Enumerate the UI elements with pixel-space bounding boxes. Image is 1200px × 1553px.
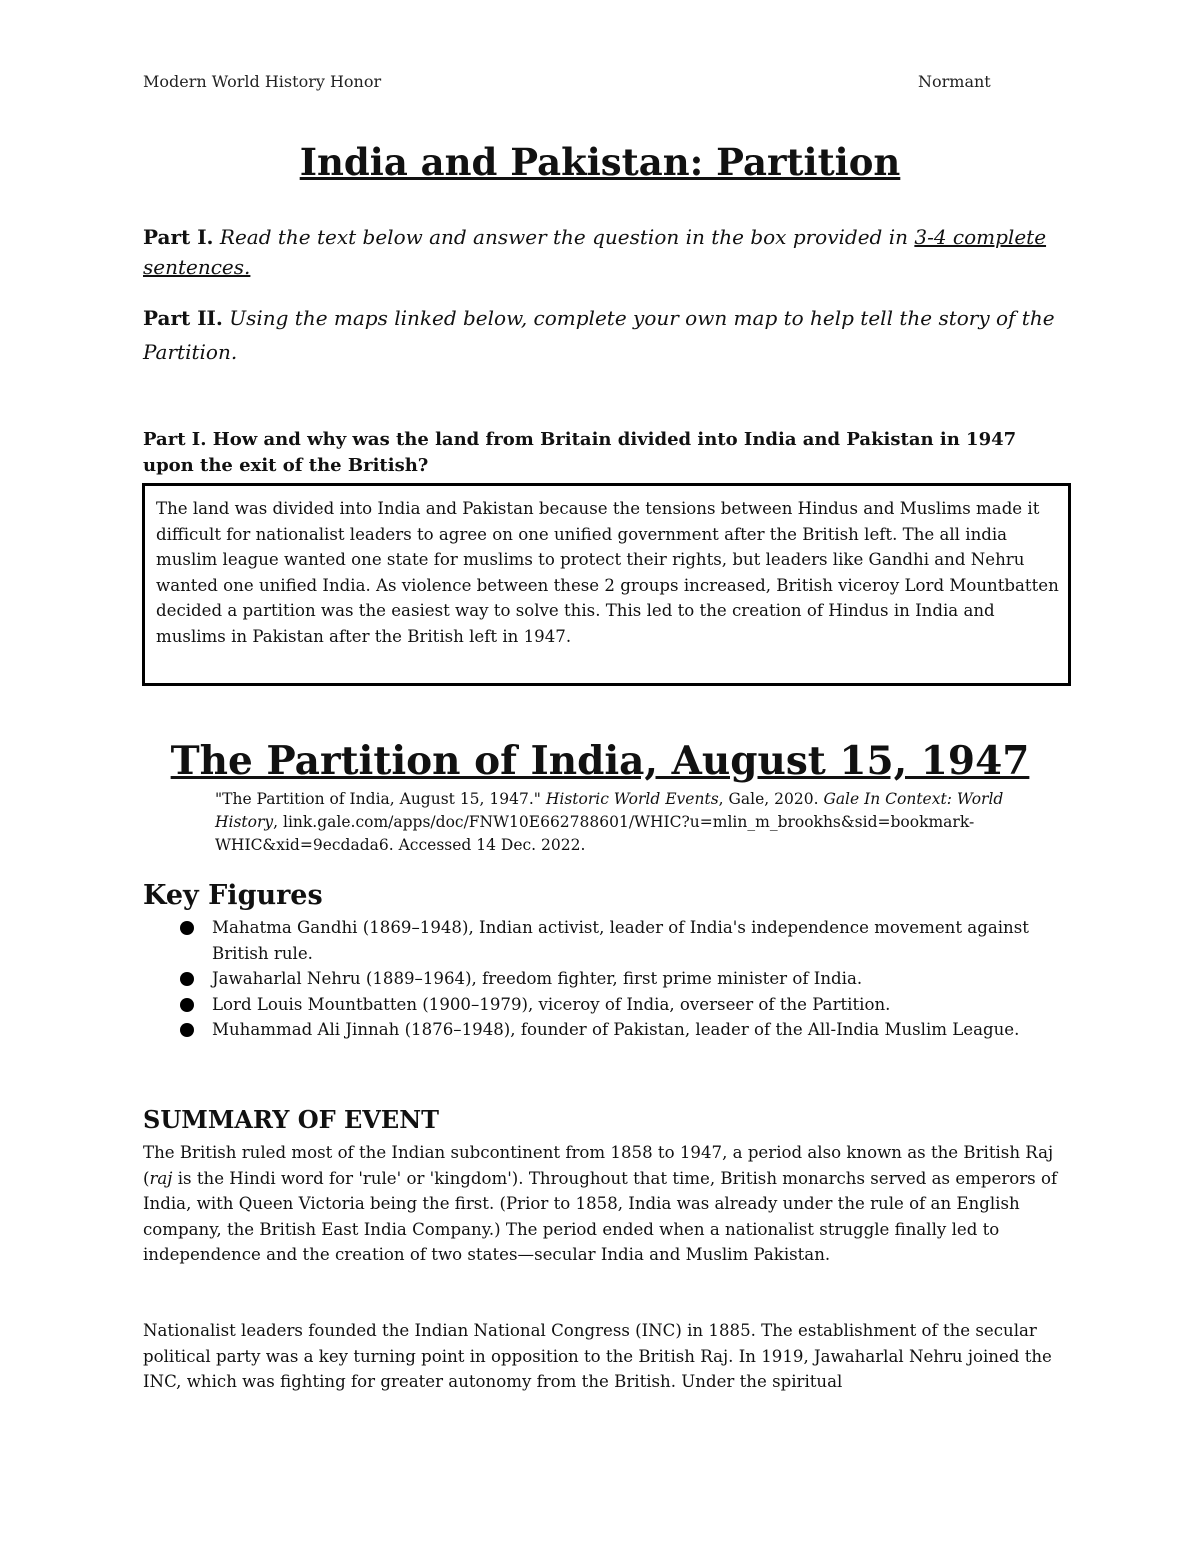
citation-title: "The Partition of India, August 15, 1947." [215,790,541,808]
summary-p1-end: is the Hindi word for 'rule' or 'kingdom'). Throughout that time, British monarchs served as emperors of India, with Queen Victoria being the first. (Prior to 1858, India was already under the rule of an English company, the British East India Company.) The period ended when a nationalist struggle finally led to independence and the creation of two states—secular India and Muslim Pakistan. [143,1168,1058,1264]
answer-box [142,483,1071,686]
summary-p1-raj: raj [149,1168,173,1188]
bullet-icon [180,998,194,1012]
header-author-name: Normant [918,72,991,91]
summary-p1-start: The British ruled most of the Indian subcontinent from 1858 to 1947, a period also known as the British Raj ( [143,1143,1054,1188]
instruction-part-1 [143,222,1063,282]
citation-publisher: , Gale, 2020. [718,790,819,808]
citation-source: Historic World Events [545,790,719,808]
summary-paragraph-2: Nationalist leaders founded the Indian National Congress (INC) in 1885. The establishment of the secular political party was a key turning point in opposition to the British Raj. In 1919, Jawaharlal Nehru joined the INC, which was fighting for greater autonomy from the British. Under the spiritual [143,1321,1052,1391]
list-item-text: Muhammad Ali Jinnah (1876–1948), founder of Pakistan, leader of the All-India Muslim League. [212,1020,1020,1039]
answer-text: The land was divided into India and Pakistan because the tensions between Hindus and Muslims made it difficult for nationalist leaders to agree on one unified government after the British left. The all india muslim league wanted one state for muslims to protect their rights, but leaders like Gandhi and Nehru wanted one unified India. As violence between these 2 groups increased, British viceroy Lord Mountbatten decided a partition was the easiest way to solve this. This led to the creation of Hindus in India and muslims in Pakistan after the British left in 1947. [156,499,1059,646]
key-figures-heading: Key Figures [143,880,323,911]
instruction-part-2 [143,301,1063,369]
page-title: India and Pakistan: Partition [299,140,901,184]
part-1-text: Read the text below and answer the question in the box provided in [219,225,908,249]
list-item [180,966,1060,992]
list-item [180,915,1060,966]
citation-database: Gale In Context: World History [215,790,1004,831]
bullet-icon [180,972,194,986]
bullet-icon [180,1023,194,1037]
part-1-requirement: 3-4 complete sentences. [143,225,1047,279]
list-item-text: Mahatma Gandhi (1869–1948), Indian activist, leader of India's independence movement against British rule. [212,918,1029,963]
part-2-text: Using the maps linked below, complete your own map to help tell the story of the Partition. [143,306,1055,364]
list-item [180,1017,1060,1043]
key-figures-list [180,915,1060,1043]
summary-paragraph-1 [143,1140,1063,1268]
part-1-label: Part I. [143,225,214,249]
summary-heading: SUMMARY OF EVENT [143,1105,440,1134]
part-2-label: Part II. [143,306,223,330]
list-item-text: Lord Louis Mountbatten (1900–1979), viceroy of India, overseer of the Partition. [212,994,891,1014]
list-item-text: Jawaharlal Nehru (1889–1964), freedom fighter, first prime minister of India. [212,969,863,988]
citation-link: , link.gale.com/apps/doc/FNW10E662788601/WHIC?u=mlin_m_brookhs&sid=bookmark-WHIC&xid=9ecdada6. Accessed 14 Dec. 2022. [215,813,975,854]
article-title: The Partition of India, August 15, 1947 [170,738,1030,784]
list-item [180,992,1060,1018]
question-prompt: Part I. How and why was the land from Britain divided into India and Pakistan in 1947 upon the exit of the British? [143,429,1017,476]
bullet-icon [180,921,194,935]
article-citation [215,788,1035,857]
header-course-name: Modern World History Honor [143,72,382,91]
